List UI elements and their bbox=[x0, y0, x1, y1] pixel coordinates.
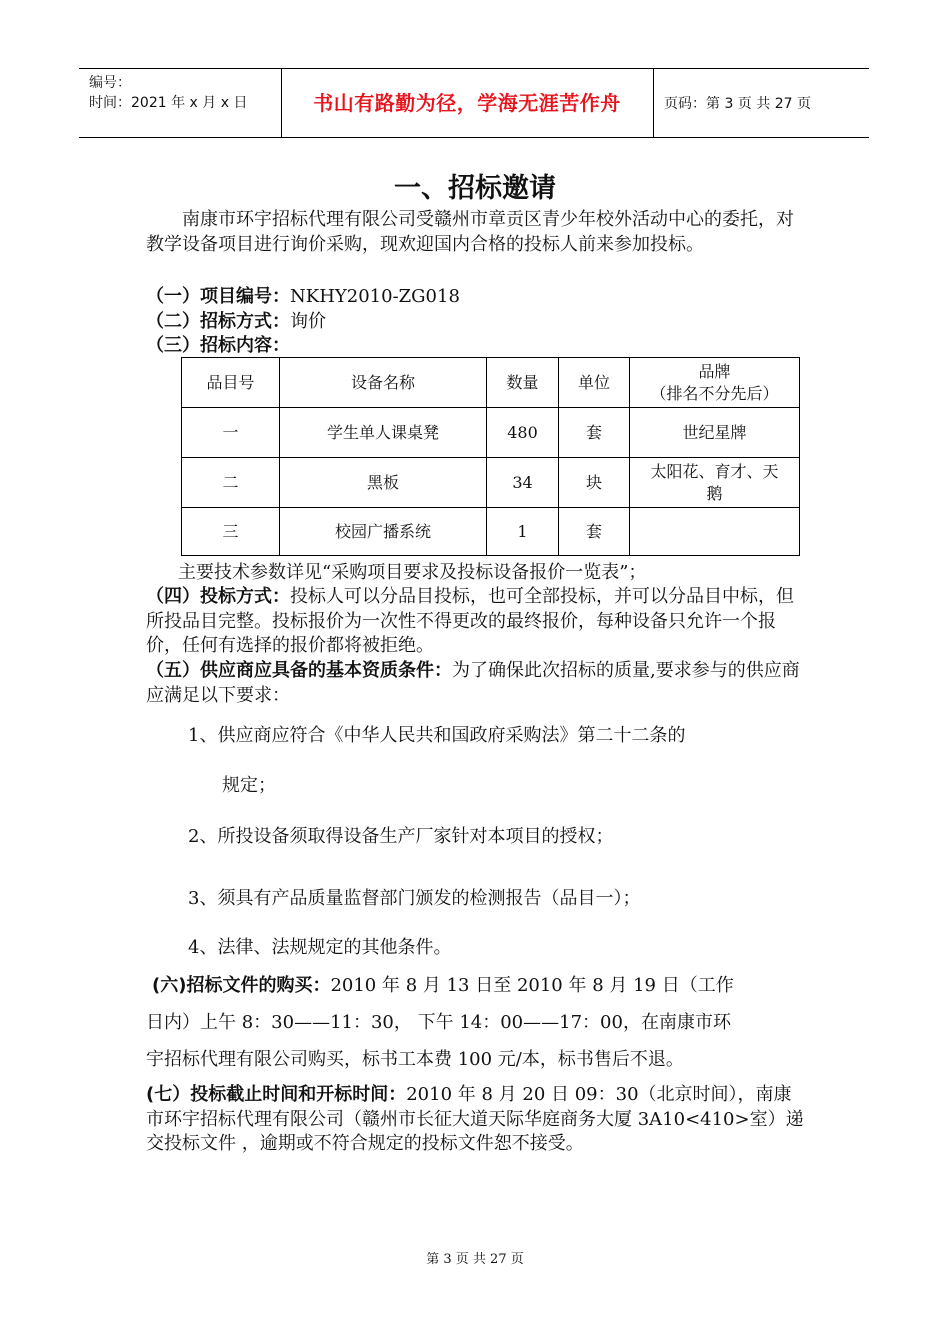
section-value: 2010 年 8 月 20 日 09：30（北京时间），南康市环宇招标代理有限公司（赣州市长征大道天际华庭商务大厦 3A10<410>室）递交投标文件 ，逾期或不符合规定的投标文件恕不接受。 bbox=[146, 1084, 804, 1154]
header-number: 编号： bbox=[89, 75, 131, 91]
section-purchase-line bbox=[152, 971, 734, 997]
intro-paragraph: 南康市环宇招标代理有限公司受赣州市章贡区青少年校外活动中心的委托，对教学设备项目进行询价采购，现欢迎国内合格的投标人前来参加投标。 bbox=[146, 209, 794, 255]
requirement-item: 1、供应商应符合《中华人民共和国政府采购法》第二十二条的 bbox=[188, 725, 686, 746]
table-cell: 套 bbox=[559, 408, 630, 458]
header-divider bbox=[653, 69, 654, 137]
section-bidding-content bbox=[146, 334, 806, 359]
brand-line: 太阳花、育才、天 bbox=[650, 461, 779, 481]
section-purchase-line: 日内）上午 8：30——11：30， 下午 14：00——17：00，在南康市环 bbox=[146, 1012, 731, 1033]
table-cell: 1 bbox=[487, 508, 559, 556]
table-note: 主要技术参数详见“采购项目要求及投标设备报价一览表”； bbox=[178, 562, 647, 583]
table-cell: 一 bbox=[182, 408, 280, 458]
table-row bbox=[182, 458, 800, 508]
section-label: （二）招标方式： bbox=[146, 311, 290, 332]
table-cell: 套 bbox=[559, 508, 630, 556]
section-value: 2010 年 8 月 13 日至 2010 年 8 月 19 日（工作 bbox=[330, 975, 734, 996]
section-project-number bbox=[146, 285, 806, 310]
section-value: 为了确保此次招标的质量,要求参与的供应商应满足以下要求： bbox=[146, 660, 800, 706]
requirement-item: 4、法律、法规规定的其他条件。 bbox=[188, 937, 452, 958]
brand-header-line: 品牌 bbox=[698, 361, 731, 381]
table-cell: 世纪星牌 bbox=[630, 408, 800, 458]
table-row bbox=[182, 408, 800, 458]
requirement-item: 2、所投设备须取得设备生产厂家针对本项目的授权； bbox=[188, 826, 614, 847]
page-title: 一、招标邀请 bbox=[394, 173, 556, 204]
section-value: NKHY2010-ZG018 bbox=[290, 286, 460, 307]
header-meta bbox=[89, 73, 247, 113]
requirement-item: 3、须具有产品质量监督部门颁发的检测报告（品目一）； bbox=[188, 888, 641, 909]
section-bid-method bbox=[146, 585, 806, 659]
table-header-cell: 单位 bbox=[559, 358, 630, 408]
section-value: 投标人可以分品目投标，也可全部投标，并可以分品目中标，但所投品目完整。投标报价为一次性不得更改的最终报价，每种设备只允许一个报价，任何有选择的报价都将被拒绝。 bbox=[146, 586, 794, 656]
section-deadline bbox=[146, 1083, 806, 1157]
brand-header-line: （排名不分先后） bbox=[650, 383, 779, 403]
table-header-cell bbox=[630, 358, 800, 408]
table-row bbox=[182, 508, 800, 556]
header-time: 时间：2021 年 x 月 x 日 bbox=[89, 95, 248, 111]
section-qualifications bbox=[146, 659, 806, 708]
requirement-item: 规定； bbox=[222, 775, 276, 796]
section-bidding-method bbox=[146, 310, 806, 335]
table-cell: 34 bbox=[487, 458, 559, 508]
table-header-cell: 数量 bbox=[487, 358, 559, 408]
table-cell: 二 bbox=[182, 458, 280, 508]
table-cell bbox=[630, 508, 800, 556]
page-header bbox=[79, 68, 869, 138]
header-page: 页码：第 3 页 共 27 页 bbox=[664, 96, 811, 112]
table-cell bbox=[630, 458, 800, 508]
table-cell: 学生单人课桌凳 bbox=[280, 408, 487, 458]
section-value: 询价 bbox=[290, 311, 326, 332]
table-cell: 三 bbox=[182, 508, 280, 556]
section-label: (七）投标截止时间和开标时间： bbox=[146, 1084, 407, 1105]
table-cell: 校园广播系统 bbox=[280, 508, 487, 556]
table-cell: 块 bbox=[559, 458, 630, 508]
section-label: （三）招标内容： bbox=[146, 335, 290, 356]
table-cell: 黑板 bbox=[280, 458, 487, 508]
items-table bbox=[181, 357, 800, 556]
table-header-cell: 品目号 bbox=[182, 358, 280, 408]
table-header-row bbox=[182, 358, 800, 408]
table-cell: 480 bbox=[487, 408, 559, 458]
section-label: (六)招标文件的购买： bbox=[152, 975, 331, 996]
brand-line: 鹅 bbox=[706, 483, 723, 503]
header-motto: 书山有路勤为径，学海无涯苦作舟 bbox=[313, 91, 621, 115]
section-label: （四）投标方式： bbox=[146, 586, 290, 607]
section-label: （五）供应商应具备的基本资质条件： bbox=[146, 660, 452, 681]
table-header-cell: 设备名称 bbox=[280, 358, 487, 408]
section-purchase-line: 宇招标代理有限公司购买，标书工本费 100 元/本，标书售后不退。 bbox=[146, 1049, 684, 1070]
section-label: （一）项目编号： bbox=[146, 286, 290, 307]
page-footer: 第 3 页 共 27 页 bbox=[426, 1252, 524, 1267]
